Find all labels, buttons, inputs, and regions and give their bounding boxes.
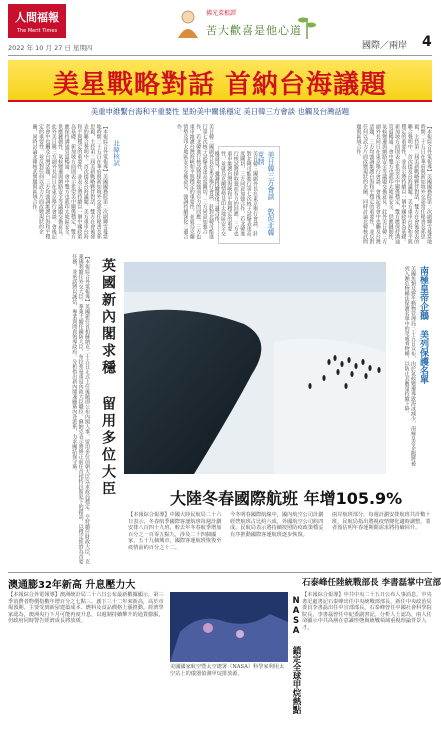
photo-caption-box [388, 262, 432, 474]
nasa-image [170, 592, 288, 662]
sidebar-body: 美日韓三國副外長在東京舉行會談，針對北韓可能進行第七次核子試爆表達高度關切，三方同意加強合作，若北韓進行核試將採取強而有力的回應。三方也重申維護台灣海峽和平與穩定的重要性，並就烏克蘭情勢及印太地區安全交換意見，強調持續深化三邊合作。 [213, 151, 258, 236]
sidebar-title: 美日韓三方會談 敦促北韓克制 [257, 151, 275, 236]
tourism-title: 大陸冬春國際航班 年增105.9% [170, 489, 403, 508]
promo-label: 佛光菜根譚 [206, 10, 237, 17]
methane-map-image [170, 592, 288, 662]
nasa-caption: 美國國家航空暨太空總署（NASA）科學家利用太空站上的儀器偵測甲烷排放源。 [170, 664, 285, 677]
tourism-col-1: 【本報綜合報導】中國大陸民航局二十六日表示，冬春航季國際客運航班每週計劃安排八百四十九班，較去年冬春航季增加百分之一百零五點九，涉及二十四個國家、五十九個城市，國際客運航班恢復至疫情前約百分之十二。 [128, 512, 222, 551]
penguin-photo [124, 262, 386, 474]
tourism-col-3: 兩岸航班部分，每週計劃安排航班共計數十班，民航局指出將視疫情變化適時調整。業者預估明年春運期間需求將持續回升。 [332, 512, 431, 532]
nasa-story-title: NASA 鎖定全球甲烷熱點 [291, 596, 301, 714]
newspaper-logo: 人間福報 The Merit Times [8, 4, 66, 38]
shi-story-body: 【本報綜合報導】中共中央二十五日公布人事消息，中央書記處書記石泰峰出任中央統戰部部長，新任中央政治局委員李書磊出任中宣部部長。石泰峰曾任中國社會科學院院長，李書磊曾任中紀委副書記。分析人士認為，兩人任命顯示中共高層在意識形態與統戰領域重視理論背景人才。 [302, 592, 432, 631]
headline-title: 美星戰略對話 首納台海議題 [52, 70, 388, 100]
masthead-rule [8, 55, 432, 56]
plant-icon [296, 10, 318, 40]
uk-story [8, 250, 120, 568]
mid-story-columns: 美日韓三國副外長在東京舉行會談，針對北韓可能進行第七次核子試爆表達高度關切，三方同意加強合作，若北韓進行核試將採取強而有力的回應。三方也重申維護台灣海峽和平與穩定的重要性，並就烏克蘭情勢及印太地區安全交換意見，強調持續深化三邊合作。 [175, 124, 214, 239]
aus-story-title: 澳通膨32年新高 升息壓力大 [8, 580, 136, 591]
promo-text: 苦大歡喜是他心道 [206, 24, 302, 37]
top-story-left-columns: 【本報綜合外電報導】美國國務院第二次副卿雪蔓當地時間二十五日在華府與新加坡外交部常任秘書長郭思毅，主持第二屆美新戰略夥伴對話，雙方在會後發表的聯合聲明中，首次提及台海議題，美方重申台海和平與穩定的重要性，並表示將持續以一個中國政策為基礎。新加坡方面則表示希望美中關係穩定，雙方應保持溝通管道暢通。會中雙方也就印太地區安全、供應鏈韌性、氣候變遷與網路安全等議題交換意見。此外美日韓三方副外長同日在東京舉行會談，會後記者會中也觸及台灣話題，三方均強調維護台海和平穩定的重要性，並反對任何以武力片面改變現狀的企圖，同時討論北韓核武問題與區域合作。 [31, 124, 108, 239]
section-divider [8, 572, 432, 573]
photo-caption-title: 南極皇帝企鵝 美列保護名單 [418, 266, 428, 384]
shi-story-title: 石泰峰任陸統戰部長 李書磊掌中宣部 [302, 578, 441, 588]
section-label: 國際／兩岸 [362, 41, 408, 51]
tourism-col-2: 今冬明春國際航線中，國內航空公司計劃經營航班占比約六成，外國航空公司約四成。民航局表示將持續按照防疫政策穩妥有序推動國際客運航班逐步恢復。 [230, 512, 324, 538]
masthead [0, 0, 440, 58]
sidebar-box [213, 146, 280, 244]
monk-illustration-icon [174, 8, 202, 40]
top-story-body: 【本報綜合外電報導】美國國務院第二次副卿雪蔓當地時間二十五日在華府與新加坡外交部常任秘書長郭思毅，主持第二屆美新戰略夥伴對話，雙方在會後發表的聯合聲明中，首次提及台海議題，美方重申台海和平與穩定的重要性，並表示將持續以一個中國政策為基礎。新加坡方面則表示希望美中關係穩定，雙方應保持溝通管道暢通。會中雙方也就印太地區安全、供應鏈韌性、氣候變遷與網路安全等議題交換意見。此外美日韓三方副外長同日在東京舉行會談，會後記者會中也觸及台灣話題，三方均強調維護台海和平穩定的重要性，並反對任何以武力片面改變現狀的企圖，同時討論北韓核武問題與區域合作。 [355, 124, 432, 244]
uk-story-title: 英國新內閣求穩 留用多位大臣 [100, 258, 116, 498]
promo-banner [168, 4, 318, 44]
aus-story-body: 【本報綜合外電報導】澳洲統計局二十六日公布最新數據顯示，第三季消費者物價指數年增百分之七點三，創下三十二年來新高，高於市場預期，主要受到新屋建築成本、燃料及食品價格上漲推動。經濟學家認為，澳洲央行下月可能再度升息，以遏制持續攀升的通貨膨脹，但政府同時警告經濟成長將放緩。 [8, 592, 164, 625]
photo-caption-body: 美國魚類及野生動物管理局二十五日宣布，由於氣候變遷導致海冰減少，南極皇帝企鵝將被列入瀕危物種法保護名單中的受威脅物種，以防止其數量持續下降。 [403, 266, 416, 466]
uk-story-body: 【本報綜合外電報導】英國新任首相蘇納克二十五日正式上任後隨即公布內閣人事，留用多位前朝大臣以求政局穩定。亨特續任財政大臣，克萊佛利續任外交大臣，華萊士續任國防大臣，布拉弗曼重返內政大臣職位。蘇納克表示將修正前任首相特拉斯犯下的錯誤，以穩定經濟為首要任務，並承諾將以誠信、專業與問責領導政府。分析指出新內閣兼顧黨內各派系，力求團結保守黨。 [71, 254, 90, 564]
page-number: 4 [422, 34, 432, 50]
ice-floe-image [124, 262, 386, 474]
blue-sidebar-label: 北韓核試 [112, 140, 120, 166]
issue-date: 2022 年 10 月 27 日 星期四 [8, 44, 93, 52]
headline-subtitle: 美重申維繫台海和平重要性 星盼美中關係穩定 美日韓三方會談 也觸及台灣話題 [90, 107, 350, 116]
headline-banner [8, 60, 432, 102]
